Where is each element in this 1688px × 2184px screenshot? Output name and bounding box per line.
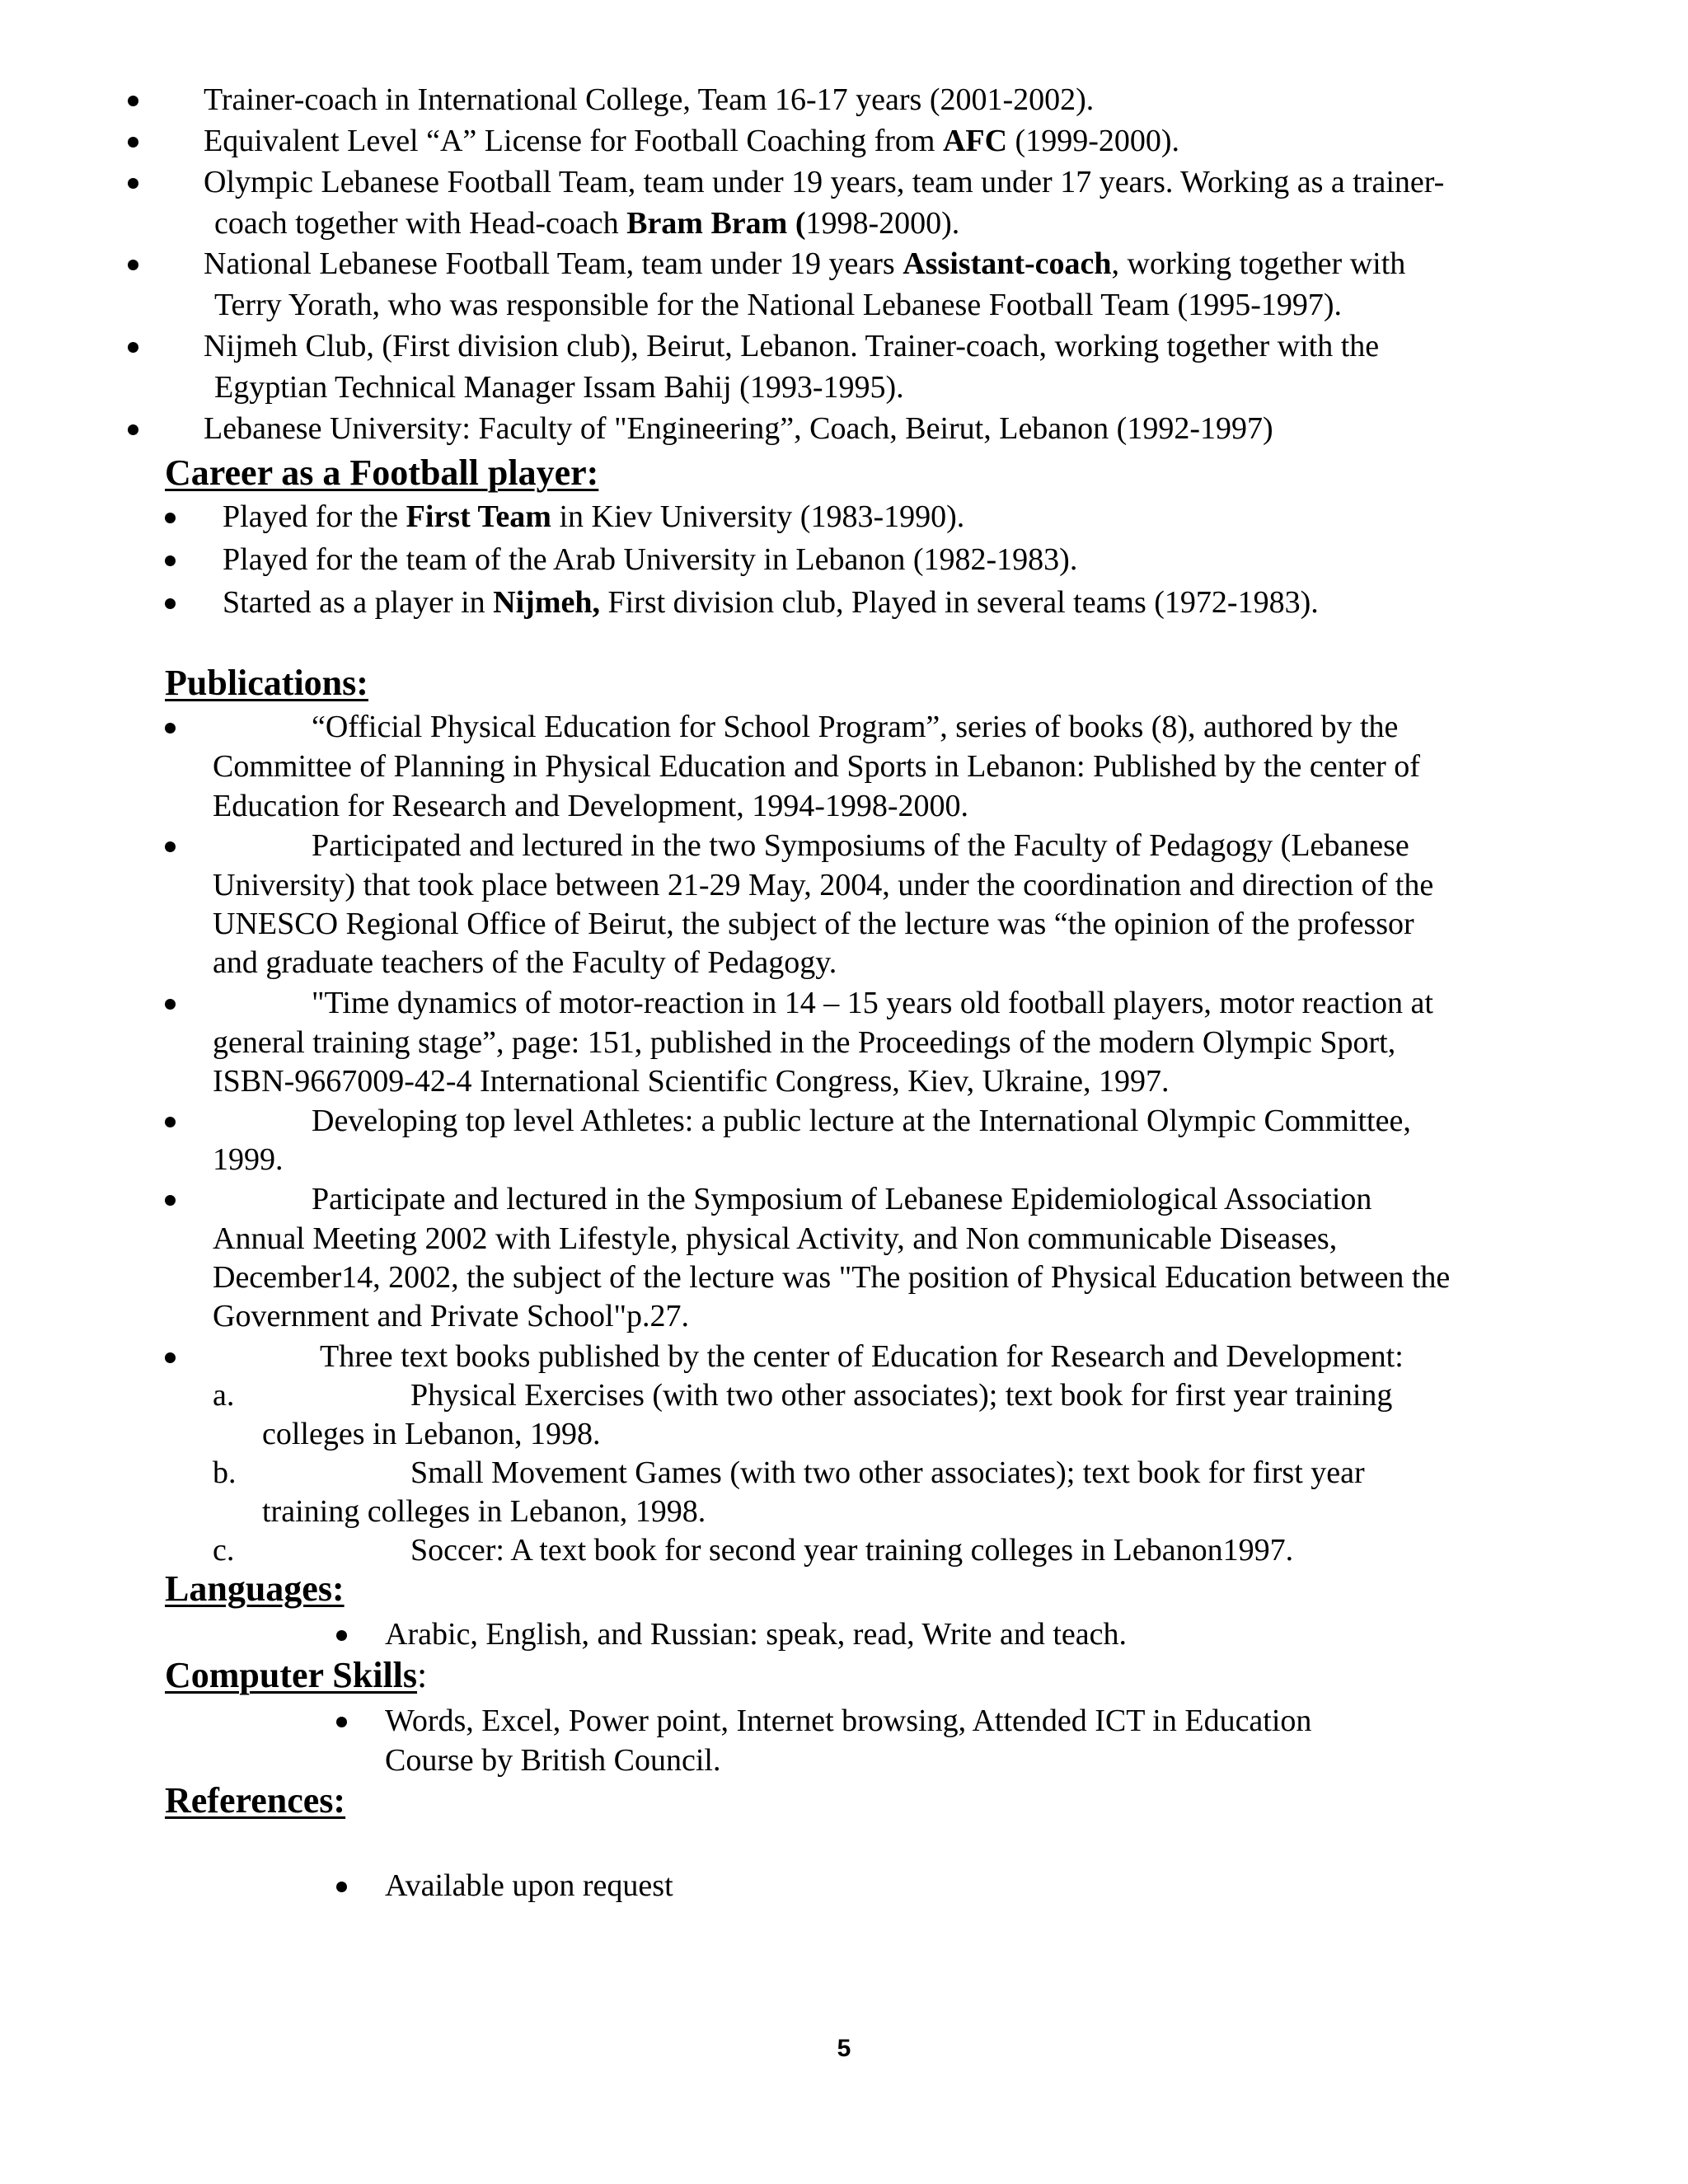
- bullet-icon: [336, 1882, 347, 1892]
- coaching-item-5-cont: Egyptian Technical Manager Issam Bahij (1993-1995).: [214, 370, 904, 405]
- publication-5-cont: December14, 2002, the subject of the lecture was "The position of Physical Education between the: [213, 1260, 1451, 1295]
- textbook-marker-b: b.: [213, 1455, 237, 1490]
- bullet-icon: [165, 598, 176, 609]
- bullet-icon: [165, 999, 176, 1010]
- bullet-icon: [165, 555, 176, 566]
- publication-4-cont: 1999.: [213, 1142, 284, 1177]
- languages-heading: Languages:: [165, 1568, 345, 1609]
- publication-5-cont: Government and Private School"p.27.: [213, 1299, 690, 1333]
- publication-5-cont: Annual Meeting 2002 with Lifestyle, physical Activity, and Non communicable Diseases,: [213, 1221, 1338, 1256]
- bullet-icon: [128, 342, 138, 353]
- textbook-a: Physical Exercises (with two other associates); text book for first year training: [410, 1378, 1393, 1413]
- coaching-item-6: Lebanese University: Faculty of "Engineering”, Coach, Beirut, Lebanon (1992-1997): [204, 411, 1273, 446]
- publication-5: Participate and lectured in the Symposium of Lebanese Epidemiological Association: [312, 1182, 1372, 1216]
- computer-skills-heading: Computer Skills:: [165, 1655, 428, 1695]
- computer-skills-item: Words, Excel, Power point, Internet browsing, Attended ICT in Education: [385, 1704, 1312, 1738]
- career-item-1: Played for the First Team in Kiev University (1983-1990).: [223, 499, 965, 534]
- bullet-icon: [128, 96, 138, 106]
- references-item: Available upon request: [385, 1868, 673, 1903]
- career-item-3: Started as a player in Nijmeh, First division club, Played in several teams (1972-1983).: [223, 585, 1319, 620]
- publication-2-cont: and graduate teachers of the Faculty of Pedagogy.: [213, 945, 837, 980]
- bullet-icon: [336, 1717, 347, 1727]
- career-item-2: Played for the team of the Arab University in Lebanon (1982-1983).: [223, 542, 1078, 577]
- publication-1-cont: Education for Research and Development, 1994-1998-2000.: [213, 789, 969, 823]
- publication-1: “Official Physical Education for School Program”, series of books (8), authored by the: [312, 710, 1399, 744]
- publications-heading: Publications:: [165, 663, 368, 703]
- coaching-item-2: Equivalent Level “A” License for Football Coaching from AFC (1999-2000).: [204, 124, 1180, 158]
- career-heading: Career as a Football player:: [165, 452, 599, 493]
- bullet-icon: [165, 1352, 176, 1363]
- bullet-icon: [128, 137, 138, 148]
- bullet-icon: [336, 1630, 347, 1641]
- bullet-icon: [165, 1195, 176, 1206]
- bullet-icon: [165, 513, 176, 523]
- coaching-item-3: Olympic Lebanese Football Team, team under 19 years, team under 17 years. Working as a trainer-: [204, 165, 1445, 199]
- coaching-item-1: Trainer-coach in International College, Team 16-17 years (2001-2002).: [204, 82, 1095, 117]
- textbook-b: Small Movement Games (with two other associates); text book for first year: [410, 1455, 1365, 1490]
- references-heading: References:: [165, 1780, 346, 1821]
- publication-2-cont: University) that took place between 21-29 May, 2004, under the coordination and direction of the: [213, 868, 1434, 902]
- bullet-icon: [165, 1117, 176, 1127]
- computer-skills-item-cont: Course by British Council.: [385, 1743, 721, 1778]
- coaching-item-4-cont: Terry Yorath, who was responsible for the National Lebanese Football Team (1995-1997).: [214, 288, 1342, 322]
- publication-3: "Time dynamics of motor-reaction in 14 – 15 years old football players, motor reaction at: [312, 986, 1433, 1020]
- publication-2-cont: UNESCO Regional Office of Beirut, the subject of the lecture was “the opinion of the professor: [213, 907, 1414, 941]
- coaching-item-3-cont: coach together with Head-coach Bram Bram (1998-2000).: [214, 206, 960, 241]
- textbook-a-cont: colleges in Lebanon, 1998.: [262, 1417, 601, 1451]
- bullet-icon: [128, 178, 138, 189]
- textbook-c: Soccer: A text book for second year training colleges in Lebanon1997.: [410, 1533, 1294, 1568]
- page-number: 5: [837, 2035, 851, 2062]
- bullet-icon: [165, 841, 176, 852]
- publication-2: Participated and lectured in the two Symposiums of the Faculty of Pedagogy (Lebanese: [312, 828, 1409, 863]
- publication-3-cont: general training stage”, page: 151, published in the Proceedings of the modern Olympic Sport,: [213, 1025, 1396, 1060]
- bullet-icon: [128, 424, 138, 435]
- textbook-b-cont: training colleges in Lebanon, 1998.: [262, 1494, 706, 1529]
- bullet-icon: [128, 260, 138, 270]
- bullet-icon: [165, 723, 176, 733]
- publication-6: Three text books published by the center of Education for Research and Development:: [320, 1339, 1404, 1374]
- coaching-item-5: Nijmeh Club, (First division club), Beirut, Lebanon. Trainer-coach, working together with the: [204, 329, 1380, 363]
- publication-3-cont: ISBN-9667009-42-4 International Scientific Congress, Kiev, Ukraine, 1997.: [213, 1064, 1170, 1099]
- publication-1-cont: Committee of Planning in Physical Education and Sports in Lebanon: Published by the center of: [213, 749, 1420, 784]
- textbook-marker-a: a.: [213, 1378, 235, 1413]
- publication-4: Developing top level Athletes: a public lecture at the International Olympic Committee,: [312, 1104, 1411, 1138]
- textbook-marker-c: c.: [213, 1533, 235, 1568]
- languages-item: Arabic, English, and Russian: speak, read, Write and teach.: [385, 1617, 1127, 1652]
- coaching-item-4: National Lebanese Football Team, team under 19 years Assistant-coach, working together with: [204, 246, 1406, 281]
